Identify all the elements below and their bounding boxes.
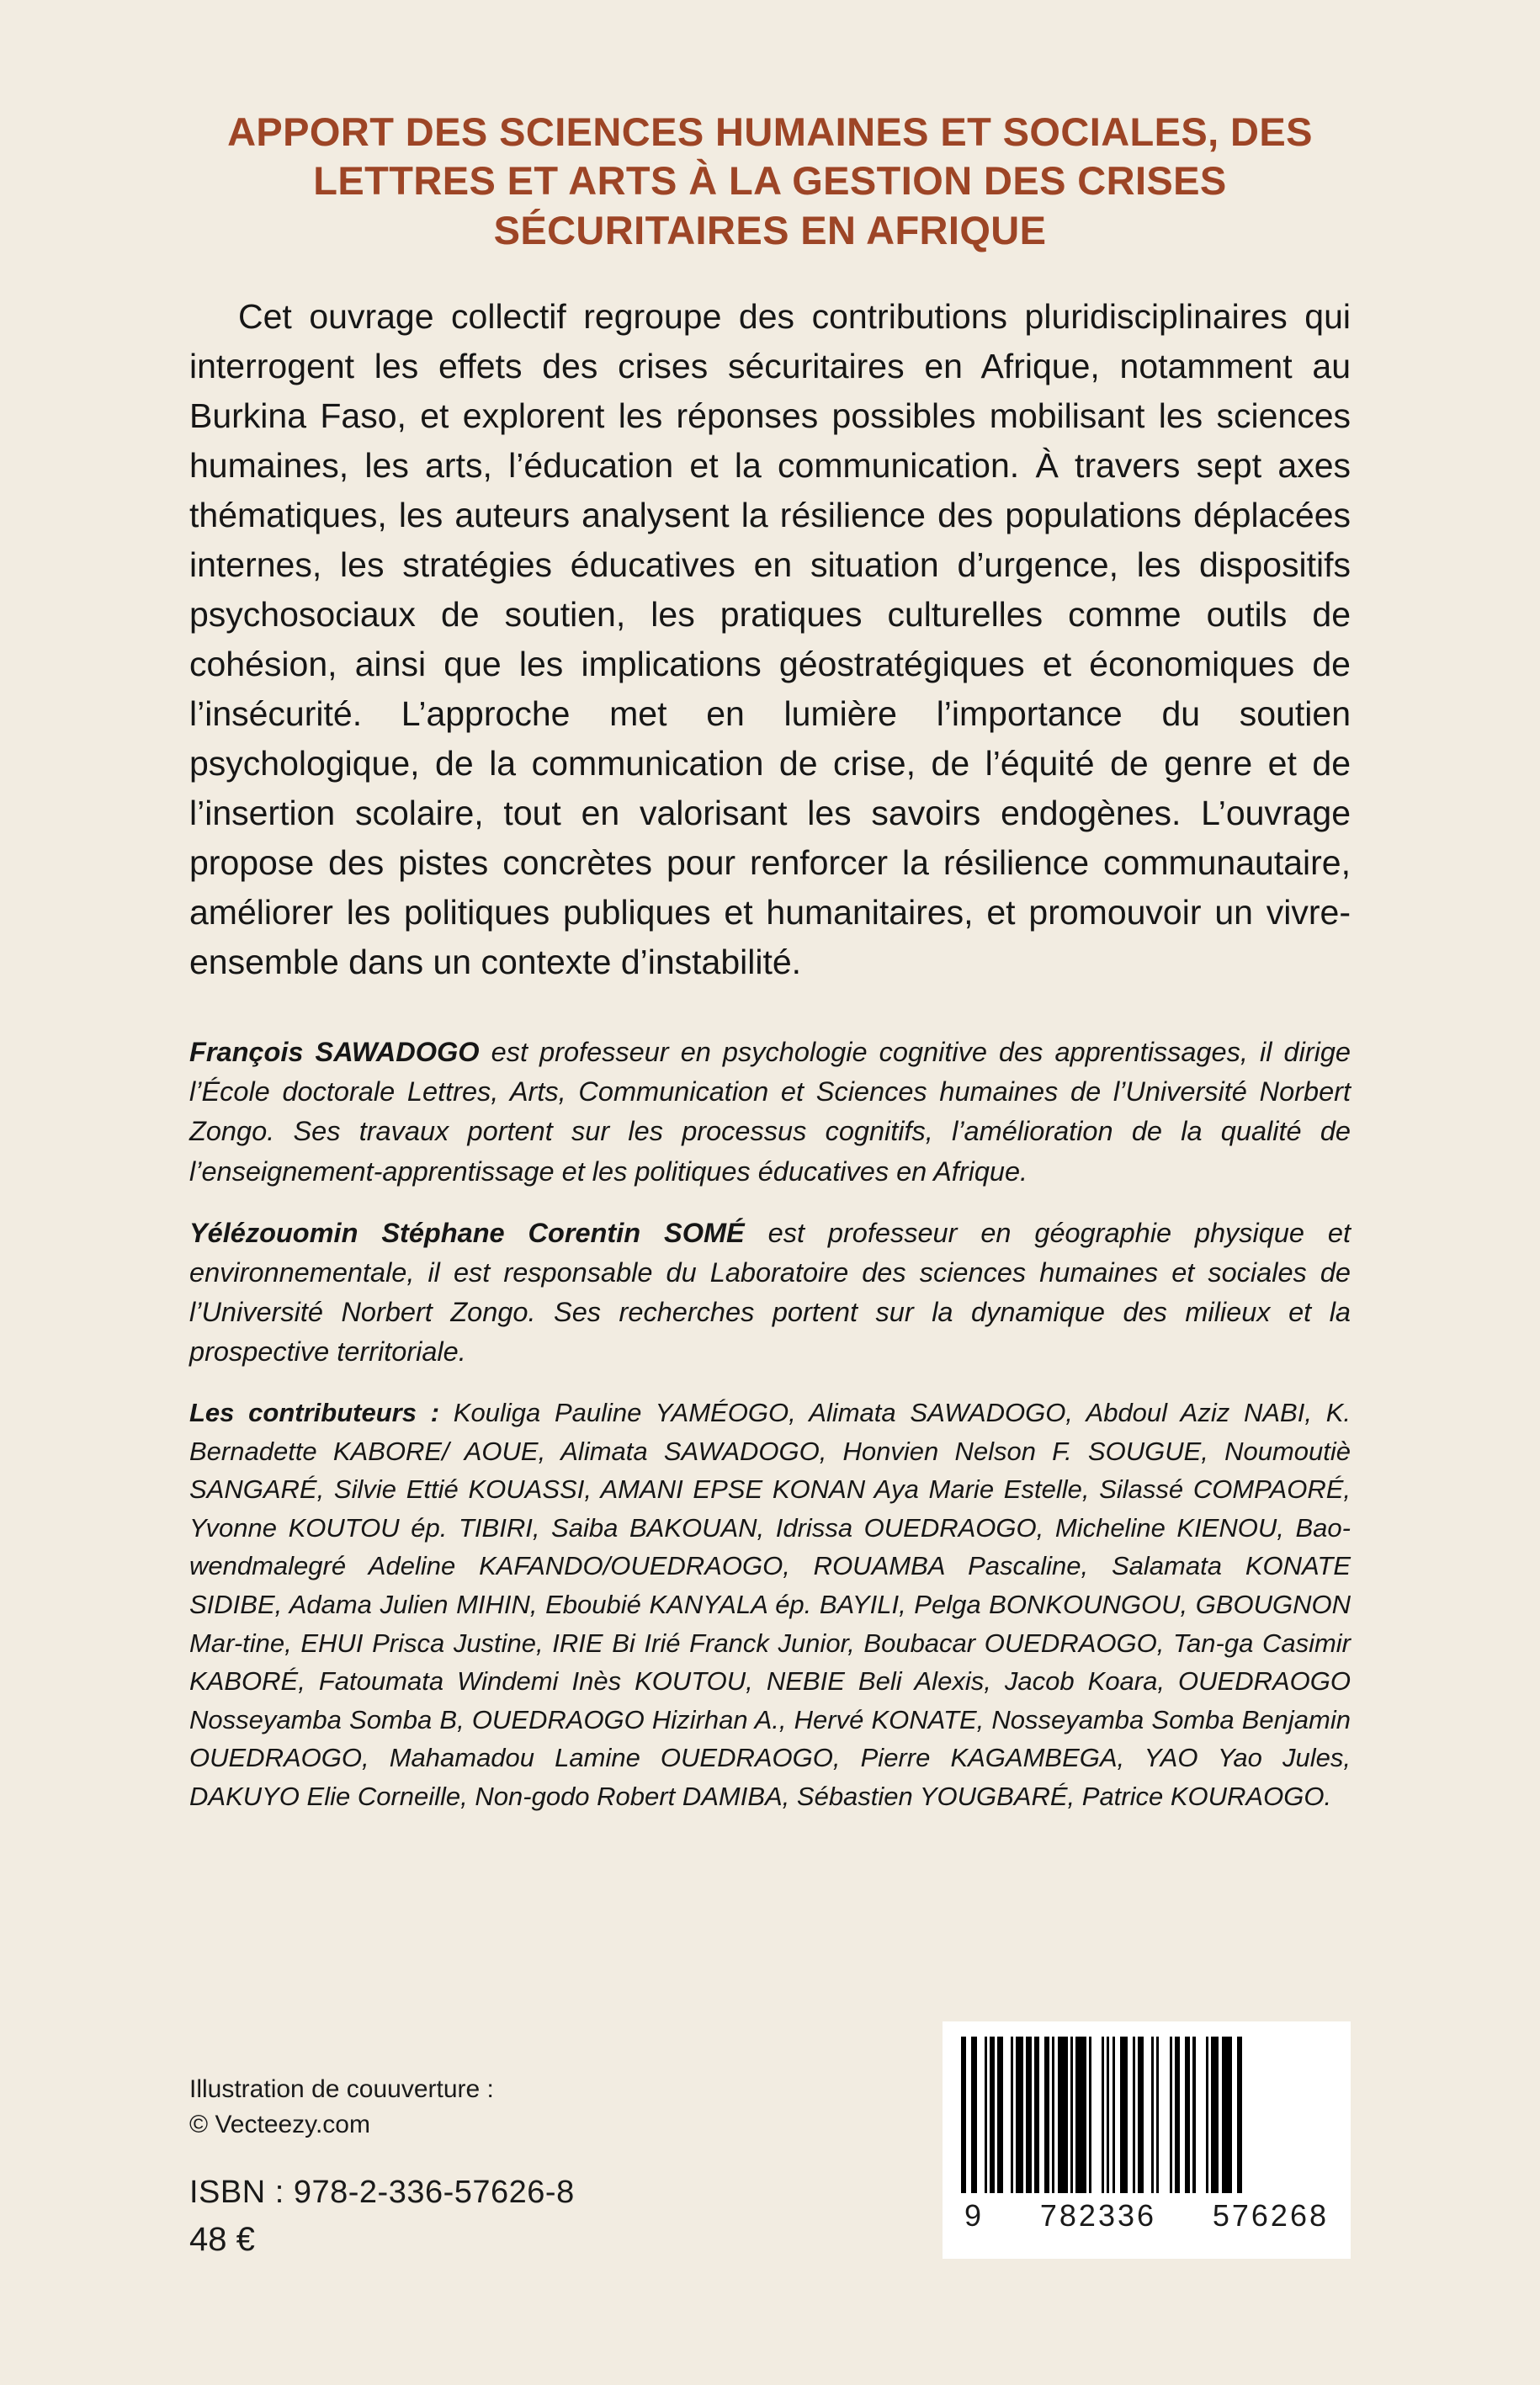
isbn-text: ISBN : 978-2-336-57626-8 xyxy=(189,2175,575,2210)
cover-credit-line-1: Illustration de couuverture : xyxy=(189,2075,494,2103)
barcode-bars xyxy=(961,2037,1332,2193)
author-bio xyxy=(189,1033,1351,1192)
author-bios xyxy=(189,987,1351,1372)
page-title: APPORT DES SCIENCES HUMAINES ET SOCIALES, DES LETTRES ET ARTS À LA GESTION DES CRISES SÉCURITAIRES EN AFRIQUE xyxy=(227,109,1313,252)
barcode-group-1: 782336 xyxy=(1039,2198,1157,2233)
book-description: Cet ouvrage collectif regroupe des contributions pluridisciplinaires qui interrogent les effets des crises sécuritaires en Afrique, notamment au Burkina Faso, et explorent les réponses possibles mobilisant les sciences humaines, les arts, l’éducation et la communication. À travers sept axes thématiques, les auteurs analysent la résilience des populations déplacées internes, les stratégies éducatives en situation d’urgence, les dispositifs psychosociaux de soutien, les pratiques culturelles comme outils de cohésion, ainsi que les implications géostratégiques et économiques de l’insécurité. L’approche met en lumière l’importance du soutien psychologique, de la communication de crise, de l’équité de genre et de l’insertion scolaire, tout en valorisant les savoirs endogènes. L’ouvrage propose des pistes concrètes pour renforcer la résilience communautaire, améliorer les politiques publiques et humanitaires, et promouvoir un vivre-ensemble dans un contexte d’instabilité. xyxy=(189,296,1351,982)
barcode xyxy=(943,2021,1351,2259)
author-bio-text: est professeur en psychologie cognitive des apprentissages, il dirige l’École doctorale Lettres, Arts, Communication et Sciences humaines de l’Université Norbert Zongo. Ses travaux portent sur les processus cognitifs, l’amélioration de la qualité de l’enseignement-apprentissage et les politiques éducatives en Afrique. xyxy=(189,1037,1351,1187)
contributors-list: Kouliga Pauline YAMÉOGO, Alimata SAWADOGO, Abdoul Aziz NABI, K. Bernadette KABORE/ AOUE, Alimata SAWADOGO, Honvien Nelson F. SOUGUE, Noumoutiè SANGARÉ, Silvie Ettié KOUASSI, AMANI EPSE KONAN Aya Marie Estelle, Silassé COMPAORÉ, Yvonne KOUTOU ép. TIBIRI, Saiba BAKOUAN, Idrissa OUEDRAOGO, Micheline KIENOU, Bao-wendmalegré Adeline KAFANDO/OUEDRAOGO, ROUAMBA Pascaline, Salamata KONATE SIDIBE, Adama Julien MIHIN, Eboubié KANYALA ép. BAYILI, Pelga BONKOUNGOU, GBOUGNON Mar-tine, EHUI Prisca Justine, IRIE Bi Irié Franck Junior, Boubacar OUEDRAOGO, Tan-ga Casimir KABORÉ, Fatoumata Windemi Inès KOUTOU, NEBIE Beli Alexis, Jacob Koara, OUEDRAOGO Nosseyamba Somba B, OUEDRAOGO Hizirhan A., Hervé KONATE, Nosseyamba Somba Benjamin OUEDRAOGO, Mahamadou Lamine OUEDRAOGO, Pierre KAGAMBEGA, YAO Yao Jules, DAKUYO Elie Corneille, Non-godo Robert DAMIBA, Sébastien YOUGBARÉ, Patrice KOURAOGO. xyxy=(189,1398,1351,1811)
author-bio-text: est professeur en géographie physique et environnementale, il est responsable du Laboratoire des sciences humaines et sociales de l’Université Norbert Zongo. Ses recherches portent sur la dynamique des milieux et la prospective territoriale. xyxy=(189,1217,1351,1368)
author-bio xyxy=(189,1214,1351,1373)
author-name: François SAWADOGO xyxy=(189,1037,480,1068)
price-text: 48 € xyxy=(189,2221,255,2258)
cover-credit-line-2: © Vecteezy.com xyxy=(189,2111,370,2138)
author-name: Yélézouomin Stéphane Corentin SOMÉ xyxy=(189,1217,745,1248)
barcode-digits xyxy=(961,2198,1332,2234)
barcode-left-digit: 9 xyxy=(964,2198,985,2233)
barcode-group-2: 576268 xyxy=(1212,2198,1329,2233)
contributors-paragraph xyxy=(189,1394,1351,1815)
contributors-label: Les contributeurs : xyxy=(189,1398,440,1428)
footer xyxy=(189,2072,1351,2259)
